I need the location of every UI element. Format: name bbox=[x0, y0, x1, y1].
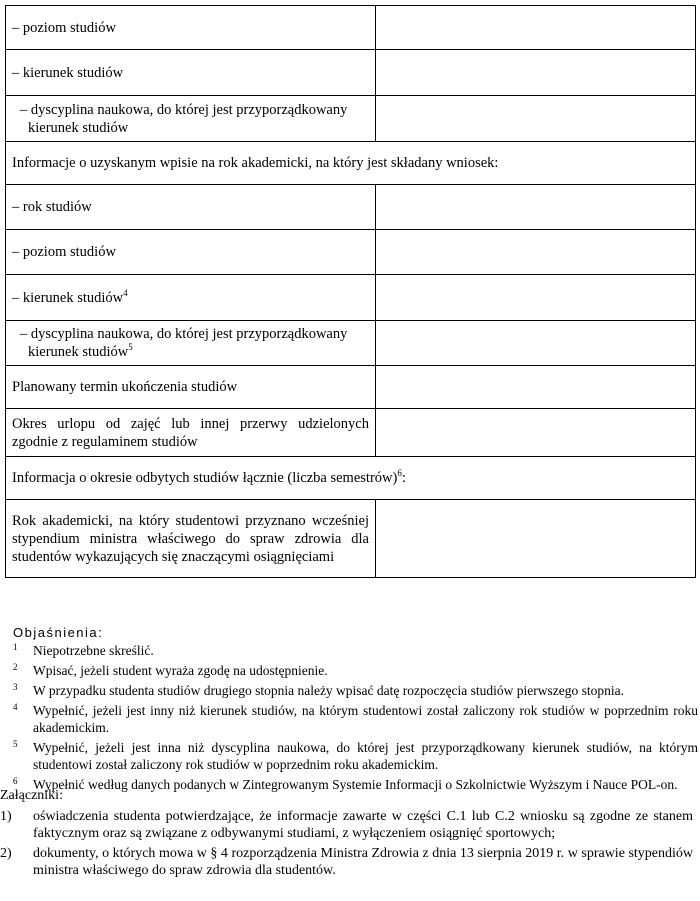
footnote-item: 6 Wypełnić według danych podanych w Zintegrowanym Systemie Informacji o Szkolnictwie Wyższym i Nauce POL-on. bbox=[13, 776, 678, 792]
row-label: – poziom studiów bbox=[6, 230, 376, 275]
attachments-section bbox=[0, 787, 693, 882]
footnote-ref-6: 6 bbox=[397, 468, 402, 478]
explanations-section bbox=[13, 625, 698, 796]
footnote-item: 2 Wpisać, jeżeli student wyraża zgodę na udostępnienie. bbox=[13, 662, 328, 678]
form-row-kierunek-studiow-1 bbox=[6, 50, 696, 96]
value-cell[interactable] bbox=[376, 321, 696, 366]
footnote-ref-4: 4 bbox=[123, 287, 128, 298]
form-row-dyscyplina-1 bbox=[6, 96, 696, 142]
row-label: – rok studiów bbox=[6, 185, 376, 230]
form-row-poziom-studiow-2 bbox=[6, 230, 696, 275]
attachment-item: 2) dokumenty, o których mowa w § 4 rozporządzenia Ministra Zdrowia z dnia 13 sierpnia 2019 r. w sprawie stypendiów ministra właściwego do spraw zdrowia dla studentów. bbox=[0, 846, 693, 878]
attachment-item: 1) oświadczenia studenta potwierdzające, że informacje zawarte w części C.1 lub C.2 wniosku są zgodne ze stanem faktycznym oraz są związane z odbywanymi studiami, z wyłączeniem osiągnięć sportowych; bbox=[0, 809, 693, 841]
value-cell[interactable] bbox=[376, 50, 696, 96]
application-form-table bbox=[5, 5, 696, 578]
value-cell[interactable] bbox=[376, 6, 696, 50]
row-label: – kierunek studiów bbox=[6, 50, 376, 96]
row-label: Okres urlopu od zajęć lub innej przerwy udzielonych zgodnie z regulaminem studiów bbox=[6, 409, 376, 457]
form-row-okres-studiow bbox=[6, 457, 696, 500]
explanations-title: Objaśnienia: bbox=[13, 625, 104, 640]
form-row-rok-akademicki-stypendium bbox=[6, 500, 696, 578]
attachments-title: Załączniki: bbox=[0, 788, 63, 803]
value-cell[interactable] bbox=[376, 500, 696, 578]
section-heading[interactable]: Informacja o okresie odbytych studiów łącznie (liczba semestrów)$^6$: bbox=[6, 457, 696, 500]
value-cell[interactable] bbox=[376, 185, 696, 230]
row-label: – dyscyplina naukowa, do której jest przyporządkowany kierunek studiów$^5$ bbox=[6, 321, 376, 366]
row-label: – poziom studiów bbox=[6, 6, 376, 50]
footnote-item: 4 Wypełnić, jeżeli jest inny niż kierunek studiów, na którym studentowi został zaliczony rok studiów w poprzednim roku akademickim. bbox=[13, 702, 698, 735]
row-label: – kierunek studiów$^4$ bbox=[6, 275, 376, 321]
footnote-item: 3 W przypadku studenta studiów drugiego stopnia należy wpisać datę rozpoczęcia studiów pierwszego stopnia. bbox=[13, 682, 624, 698]
value-cell[interactable] bbox=[376, 409, 696, 457]
form-row-dyscyplina-2 bbox=[6, 321, 696, 366]
form-row-kierunek-studiow-2 bbox=[6, 275, 696, 321]
form-row-poziom-studiow-1 bbox=[6, 6, 696, 50]
row-label: Planowany termin ukończenia studiów bbox=[6, 366, 376, 409]
form-row-rok-studiow bbox=[6, 185, 696, 230]
footnote-ref-5: 5 bbox=[128, 342, 133, 352]
form-row-termin-ukonczenia bbox=[6, 366, 696, 409]
value-cell[interactable] bbox=[376, 366, 696, 409]
value-cell[interactable] bbox=[376, 230, 696, 275]
form-row-info-wpis bbox=[6, 142, 696, 185]
value-cell[interactable] bbox=[376, 275, 696, 321]
row-label: Rok akademicki, na który studentowi przyznano wcześniej stypendium ministra właściwego do spraw zdrowia dla studentów wykazujących się znaczącymi osiągnięciami bbox=[6, 500, 376, 578]
section-heading: Informacje o uzyskanym wpisie na rok akademicki, na który jest składany wniosek: bbox=[6, 142, 696, 185]
footnote-item: 1 Niepotrzebne skreślić. bbox=[13, 642, 154, 658]
form-row-okres-urlopu bbox=[6, 409, 696, 457]
value-cell[interactable] bbox=[376, 96, 696, 142]
footnote-item: 5 Wypełnić, jeżeli jest inna niż dyscyplina naukowa, do której jest przyporządkowany kierunek studiów, na którym studentowi został zaliczony rok studiów w poprzednim roku akademickim. bbox=[13, 739, 698, 772]
row-label: – dyscyplina naukowa, do której jest przyporządkowany kierunek studiów bbox=[6, 96, 376, 142]
